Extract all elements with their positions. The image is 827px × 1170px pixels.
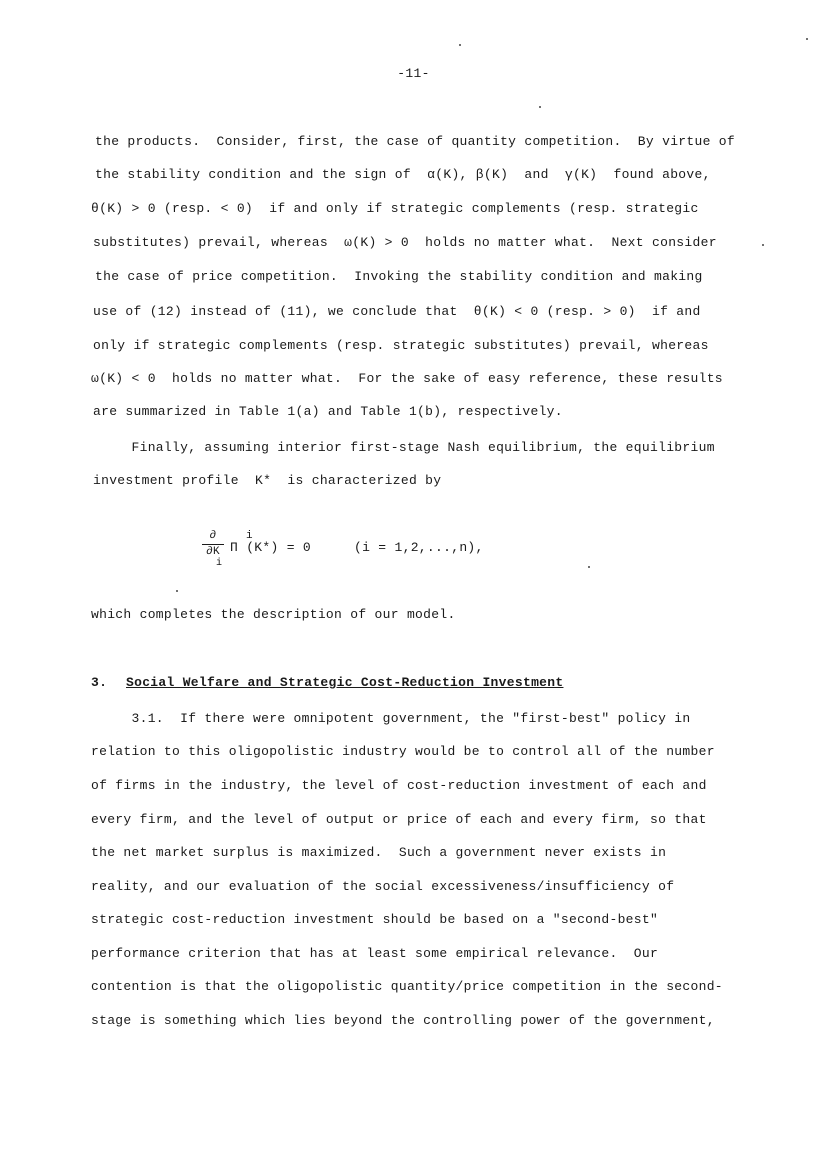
equilibrium-equation — [200, 528, 520, 572]
text-line: use of (12) instead of (11), we conclude that θ(K) < 0 (resp. > 0) if and — [93, 304, 701, 319]
scan-speck — [806, 38, 808, 40]
scan-speck — [539, 106, 541, 108]
scan-speck — [459, 44, 461, 46]
text-line: the case of price competition. Invoking the stability condition and making — [95, 269, 703, 284]
text-line: Finally, assuming interior first-stage Nash equilibrium, the equilibrium — [91, 440, 715, 455]
scan-speck — [588, 566, 590, 568]
scan-speck — [176, 590, 178, 592]
partial-denominator: ∂K — [206, 546, 220, 558]
text-line: the stability condition and the sign of α(K), β(K) and γ(K) found above, — [95, 167, 711, 182]
page-number: -11- — [397, 66, 430, 81]
equation-condition: (i = 1,2,...,n), — [354, 540, 484, 555]
scan-speck — [762, 244, 764, 246]
section-number: 3. — [91, 675, 108, 690]
text-line: the products. Consider, first, the case of quantity competition. By virtue of — [95, 134, 735, 149]
equation-body: Π (K*) = 0 — [230, 540, 312, 555]
section-title: Social Welfare and Strategic Cost-Reduction Investment — [126, 675, 564, 690]
partial-subscript: i — [216, 558, 223, 569]
text-line: stage is something which lies beyond the controlling power of the government, — [91, 1013, 715, 1028]
text-line: every firm, and the level of output or price of each and every firm, so that — [91, 812, 707, 827]
text-line: strategic cost-reduction investment should be based on a "second-best" — [91, 912, 659, 927]
partial-numerator: ∂ — [209, 530, 217, 542]
equation-superscript: i — [246, 530, 253, 542]
paragraph-model-completion: which completes the description of our model. — [91, 607, 456, 622]
text-line: of firms in the industry, the level of cost-reduction investment of each and — [91, 778, 707, 793]
text-line: 3.1. If there were omnipotent government, the "first-best" policy in — [91, 711, 691, 726]
text-line: the net market surplus is maximized. Such a government never exists in — [91, 845, 667, 860]
text-line: θ(K) > 0 (resp. < 0) if and only if strategic complements (resp. strategic — [91, 201, 699, 216]
text-line: performance criterion that has at least some empirical relevance. Our — [91, 946, 659, 961]
text-line: substitutes) prevail, whereas ω(K) > 0 holds no matter what. Next consider — [93, 235, 717, 250]
text-line: investment profile K* is characterized by — [93, 473, 442, 488]
text-line: contention is that the oligopolistic quantity/price competition in the second- — [91, 979, 723, 994]
fraction-bar — [202, 544, 224, 545]
text-line: reality, and our evaluation of the social excessiveness/insufficiency of — [91, 879, 675, 894]
text-line: are summarized in Table 1(a) and Table 1(b), respectively. — [93, 404, 563, 419]
text-line: relation to this oligopolistic industry would be to control all of the number — [91, 744, 715, 759]
text-line: only if strategic complements (resp. strategic substitutes) prevail, whereas — [93, 338, 709, 353]
text-line: ω(K) < 0 holds no matter what. For the sake of easy reference, these results — [91, 371, 723, 386]
